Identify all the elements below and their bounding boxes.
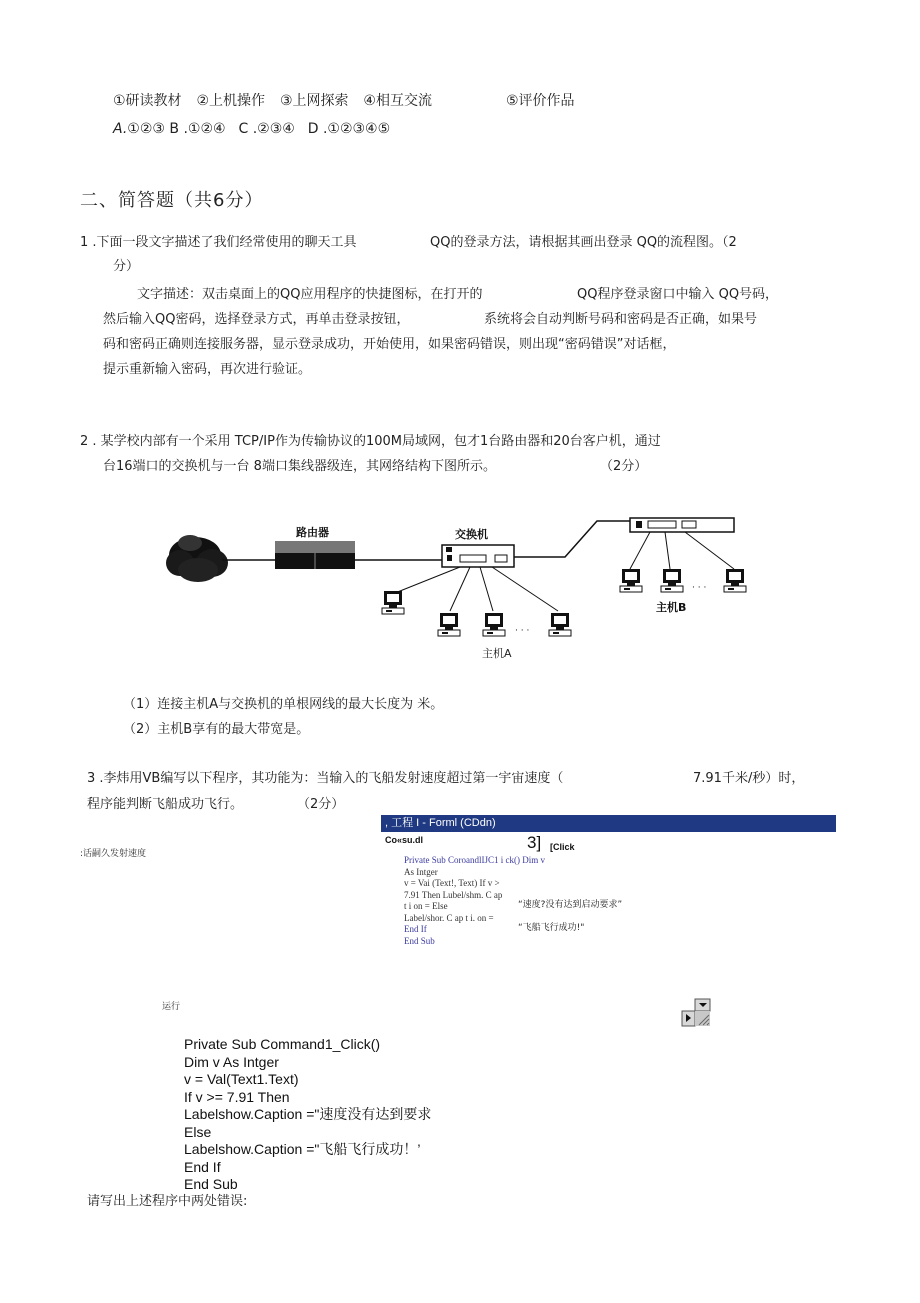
choice-options	[113, 90, 432, 110]
code-line: v = Val(Text1.Text)	[184, 1071, 299, 1087]
option-5: ⑤评价作品	[506, 93, 575, 109]
q2-line2-a: 台16端口的交换机与一台 8端口集线器级连，其网络结构下图所示。	[103, 459, 496, 474]
link-pc1	[395, 567, 460, 593]
section-heading: 二、简答题（共6分）	[80, 190, 264, 211]
vb-code-line: End If	[404, 924, 427, 934]
code-line: End Sub	[184, 1176, 238, 1192]
link-switch-hub	[514, 521, 630, 557]
code-line: Private Sub Command1_Click()	[184, 1036, 381, 1052]
switch-label: 交换机	[455, 528, 488, 541]
vb-title-text: , 工程 I - Forml (CDdn)	[385, 817, 496, 829]
q3-line1-a: 3 .李炜用VB编写以下程序，其功能为：当输入的飞船发射速度超过第一宇宙速度（	[87, 771, 564, 786]
host-b-label: 主机B	[656, 601, 687, 614]
vb-code-line: End Sub	[404, 935, 435, 946]
option-3: ③上网探索	[279, 93, 349, 109]
q2-line2-b: （2分）	[600, 459, 648, 474]
router-label: 路由器	[296, 526, 329, 539]
q1-desc4: 提示重新输入密码，再次进行验证。	[103, 362, 312, 377]
pc-icon	[483, 613, 505, 636]
host-a-pc-icon	[438, 613, 460, 636]
vb-code-line: v = Vai (Text!, Text) If v >	[404, 878, 500, 888]
vb-object-dropdown[interactable]: Co«su.dl	[385, 835, 424, 845]
dots-a: · · ·	[515, 626, 530, 636]
answer-d: D .①②③④⑤	[307, 121, 391, 137]
window-resize-grip-icon[interactable]	[681, 998, 711, 1028]
option-4: ④相互交流	[363, 93, 432, 109]
host-a-label: 主机A	[482, 647, 512, 660]
link-host-a	[450, 567, 470, 611]
q1-desc1-b: QQ程序登录窗口中输入 QQ号码，	[577, 287, 779, 302]
q2-sub1: （1）连接主机A与交换机的单根网线的最大长度为 米。	[123, 697, 444, 712]
q2-line1: 2 . 某学校内部有一个采用 TCP/IP作为传输协议的100M局域网，包才1台路由器和20台客户机，通过	[80, 434, 661, 449]
answer-b: B .①②④	[169, 121, 226, 137]
vb-code-line: t i on = Else	[404, 901, 448, 911]
vb-string-1: “速度?没有达到启动要求”	[518, 900, 623, 910]
vb-string-2: “飞船飞行成功!"	[518, 923, 585, 933]
link-pc3	[480, 567, 493, 611]
code-line: Labelshow.Caption ="速度没有达到要求	[184, 1106, 432, 1122]
code-line: Dim v As Intger	[184, 1053, 279, 1070]
pc-icon	[549, 613, 571, 636]
code-line: End If	[184, 1158, 221, 1175]
internet-cloud-icon	[166, 535, 228, 582]
q1-line2: 分）	[113, 259, 140, 274]
code-line: Labelshow.Caption ="飞船飞行成功！’	[184, 1141, 421, 1157]
code-line: Else	[184, 1123, 212, 1140]
vb-code-line: As Intger	[404, 866, 438, 877]
form-speed-label: :话嗣久发射速度	[80, 849, 147, 859]
q1-desc2-b: 系统将会自动判断号码和密码是否正确，如果号	[484, 312, 758, 327]
run-label: 运行	[162, 1002, 181, 1012]
dots-b: · · ·	[692, 583, 707, 593]
answer-options	[113, 121, 390, 137]
network-diagram	[160, 505, 760, 665]
program-listing	[184, 1036, 431, 1194]
q3-line1-b: 7.91千米/秒）时，	[693, 771, 805, 786]
vb-event-num: 3]	[527, 833, 542, 852]
host-b-pc-icon	[661, 569, 683, 592]
pc-icon	[382, 591, 404, 614]
link-pc6	[685, 532, 734, 569]
switch-icon	[442, 545, 514, 567]
answer-a: A.①②③	[113, 121, 165, 137]
vb-event-dropdown[interactable]: [Click	[550, 842, 575, 852]
q3-prompt: 请写出上述程序中两处错误:	[87, 1194, 248, 1209]
pc-icon	[620, 569, 642, 592]
pc-icon	[724, 569, 746, 592]
answer-c: C .②③④	[238, 121, 295, 137]
q1-line1-b: QQ的登录方法，请根据其画出登录 QQ的流程图。（2	[430, 235, 737, 250]
vb-code-line: Private Sub CoroandlIJC1 i ck() Dim v	[404, 855, 545, 865]
q3-line2-b: （2分）	[297, 797, 345, 812]
router-icon	[275, 541, 355, 569]
q2-sub2: （2）主机B享有的最大带宽是。	[123, 722, 310, 737]
hub-icon	[630, 518, 734, 532]
link-pc5	[630, 532, 650, 569]
q3-line2-a: 程序能判断飞船成功飞行。	[87, 797, 244, 812]
q1-desc3: 码和密码正确则连接服务器，显示登录成功，开始使用，如果密码错误，则出现“密码错误”对话框，	[103, 337, 676, 352]
vb-code-line: 7.91 Then Lubel/shm. C ap	[404, 889, 503, 900]
vb-code-line: Label/shor. C ap t i. on =	[404, 912, 494, 923]
link-pc4	[492, 567, 558, 611]
link-host-b	[665, 532, 670, 569]
option-1: ①研读教材	[113, 93, 182, 109]
q1-desc1-a: 文字描述：双击桌面上的QQ应用程序的快捷图标，在打开的	[137, 287, 483, 302]
option-2: ②上机操作	[196, 93, 266, 109]
q1-desc2-a: 然后输入QQ密码，选择登录方式，再单击登录按钮，	[103, 312, 410, 327]
vb-window-title	[381, 815, 836, 832]
code-line: If v >= 7.91 Then	[184, 1088, 290, 1105]
q1-line1-a: 1 .下面一段文字描述了我们经常使用的聊天工具	[80, 235, 357, 250]
